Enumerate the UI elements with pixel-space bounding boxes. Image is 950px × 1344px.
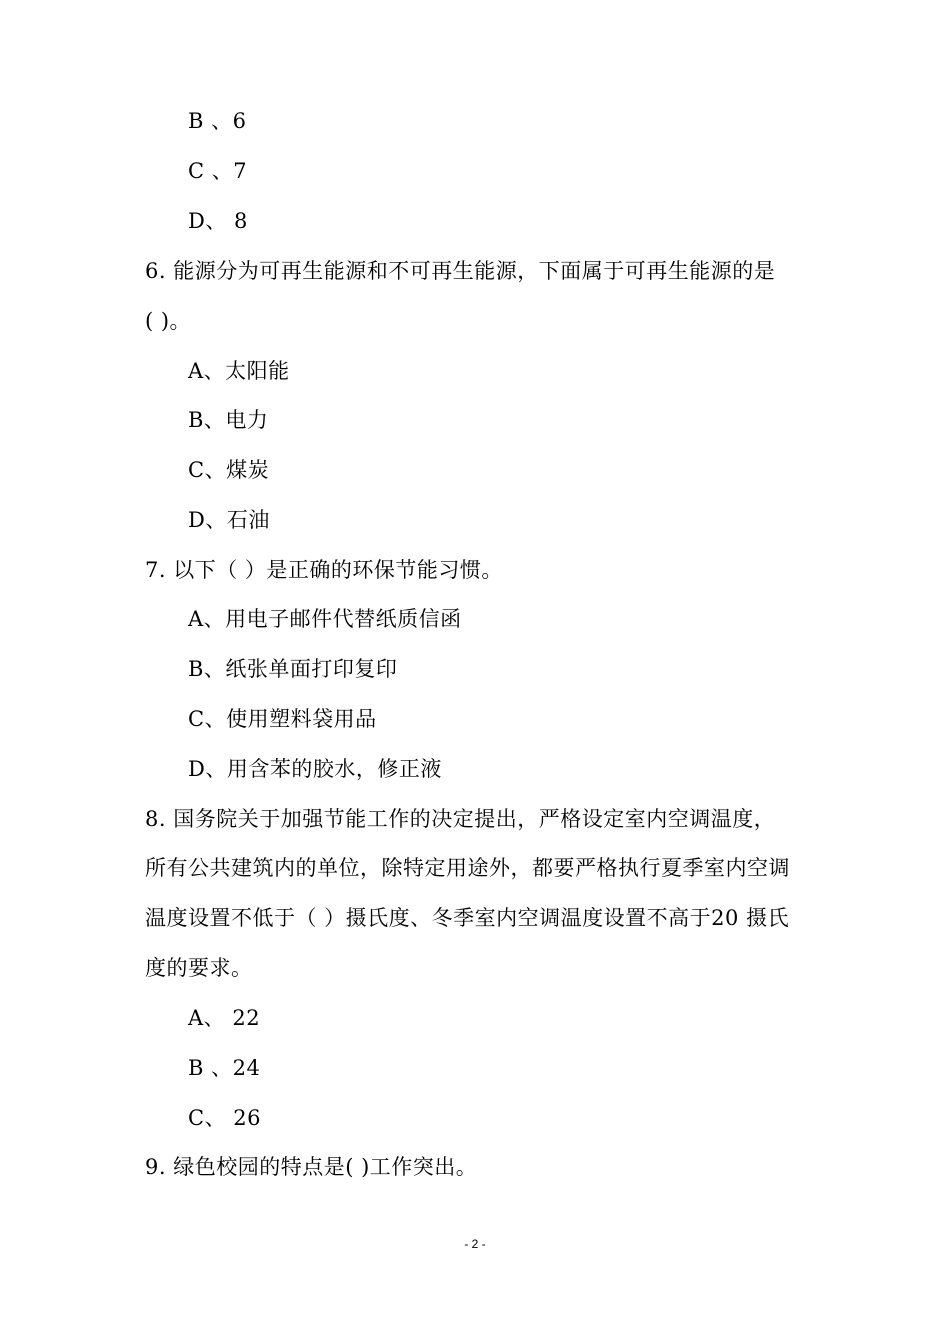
- question-7: 7. 以下（ ）是正确的环保节能习惯。: [145, 558, 503, 582]
- question-8-line-4: 度的要求。: [145, 956, 253, 980]
- question-8-line-3: 温度设置不低于（ ）摄氏度、冬季室内空调温度设置不高于20 摄氏: [145, 906, 790, 930]
- option-8a: A、 22: [188, 1006, 261, 1030]
- page-number: - 2 -: [464, 1237, 486, 1251]
- question-6-line-1: 6. 能源分为可再生能源和不可再生能源，下面属于可再生能源的是: [145, 259, 776, 283]
- option-6c: C、煤炭: [188, 458, 270, 482]
- question-8-line-1: 8. 国务院关于加强节能工作的决定提出，严格设定室内空调温度，: [145, 807, 776, 831]
- option-7c: C、使用塑料袋用品: [188, 707, 377, 731]
- option-6d: D、石油: [188, 508, 270, 532]
- option-5d: D、 8: [188, 209, 248, 233]
- option-5b: B 、6: [188, 109, 247, 133]
- option-7d: D、用含苯的胶水，修正液: [188, 757, 442, 781]
- option-6a: A、太阳能: [188, 359, 290, 383]
- option-6b: B、电力: [188, 408, 269, 432]
- option-5c: C 、7: [188, 159, 248, 183]
- option-8b: B 、24: [188, 1056, 261, 1080]
- question-6-line-2: ( )。: [145, 309, 192, 333]
- question-8-line-2: 所有公共建筑内的单位，除特定用途外，都要严格执行夏季室内空调: [145, 856, 790, 880]
- option-8c: C、 26: [188, 1106, 261, 1130]
- option-7a: A、用电子邮件代替纸质信函: [188, 607, 462, 631]
- question-9: 9. 绿色校园的特点是( )工作突出。: [145, 1155, 478, 1179]
- option-7b: B、纸张单面打印复印: [188, 657, 398, 681]
